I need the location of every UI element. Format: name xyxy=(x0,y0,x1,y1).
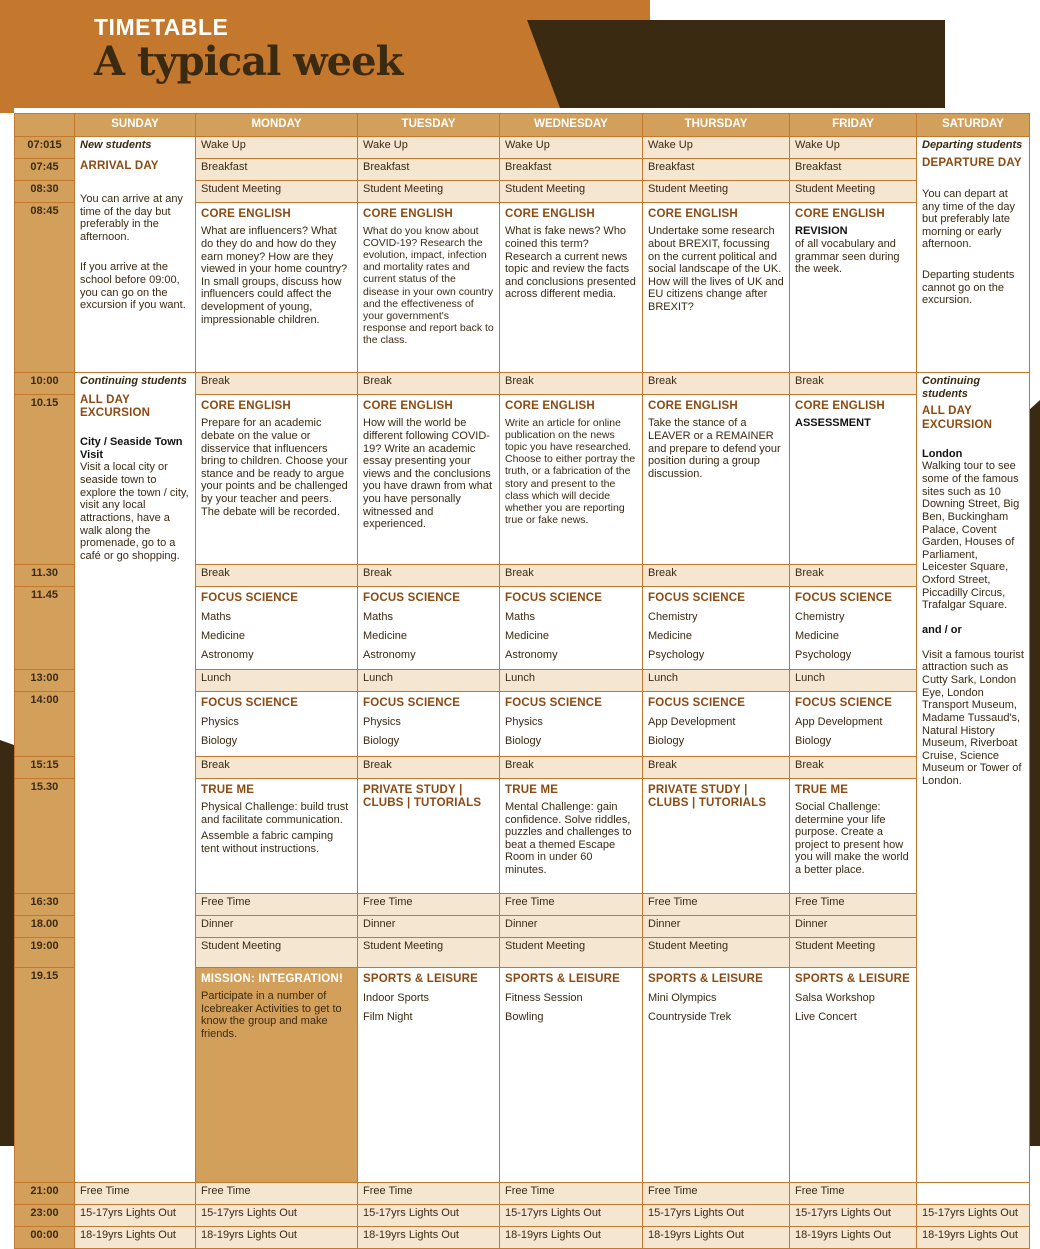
list-item: 15-17yrs Lights Out xyxy=(358,1205,500,1227)
lesson-heading: CORE ENGLISH xyxy=(505,208,595,220)
continuing-students-label: Continuing students xyxy=(922,375,981,400)
lesson-cell xyxy=(643,967,790,1182)
departure-text-1: You can depart at any time of the day but preferably late morning or early afternoon. xyxy=(922,187,1015,251)
list-item: 15-17yrs Lights Out xyxy=(917,1205,1030,1227)
assessment-label: ASSESSMENT xyxy=(795,417,871,430)
day-header: SUNDAY xyxy=(75,114,196,137)
lesson-heading: SPORTS & LEISURE xyxy=(648,972,764,985)
list-item: Dinner xyxy=(358,915,500,937)
time-cell: 15:15 xyxy=(15,756,75,778)
time-cell: 19:00 xyxy=(15,937,75,967)
list-item: Breakfast xyxy=(643,159,790,181)
arrival-text-2: If you arrive at the school before 09:00, you can go on the excursion if you want. xyxy=(80,261,186,312)
list-item: Wake Up xyxy=(358,137,500,159)
time-cell: 00:00 xyxy=(15,1227,75,1249)
time-cell: 07:015 xyxy=(15,137,75,159)
activity: Indoor Sports xyxy=(363,992,430,1005)
lesson-heading: FOCUS SCIENCE xyxy=(795,592,893,604)
time-cell: 21:00 xyxy=(15,1183,75,1205)
time-cell: 11.45 xyxy=(15,587,75,670)
lesson-cell xyxy=(643,203,790,373)
saturday-departure-cell xyxy=(917,137,1030,373)
lesson-text: How will the world be different following COVID-19? Write an academic essay presenting your views and the conclusions you have drawn from what you have personally witnessed and experienced. xyxy=(363,417,493,531)
list-item: Break xyxy=(196,373,358,395)
lesson-cell xyxy=(196,395,358,565)
subject: Astronomy xyxy=(201,648,254,661)
activity: Countryside Trek xyxy=(648,1010,732,1023)
list-item: Free Time xyxy=(643,893,790,915)
time-cell: 07:45 xyxy=(15,159,75,181)
lesson-text: Write an article for online publication on the news topic you have researched. Choose to either portray the truth, or a fabrication of the story and present to the class which will decide whether you are reporting true or fake news. xyxy=(505,417,636,526)
revision-label: REVISION xyxy=(795,225,848,238)
corner-cell xyxy=(15,114,75,137)
subject: Chemistry xyxy=(795,611,845,624)
lesson-cell xyxy=(196,778,358,893)
list-item: 18-19yrs Lights Out xyxy=(75,1227,196,1249)
subject: Biology xyxy=(201,735,238,747)
list-item: Wake Up xyxy=(196,137,358,159)
list-item: Free Time xyxy=(358,893,500,915)
lesson-heading: FOCUS SCIENCE xyxy=(201,697,299,710)
lesson-text: Mental Challenge: gain confidence. Solve riddles, puzzles and challenges to beat a themed Escape Room in under 60 minutes. xyxy=(505,800,632,877)
header-row xyxy=(15,114,1030,137)
list-item: Lunch xyxy=(196,670,358,692)
lesson-text: What are influencers? What do they do and how do they earn money? How are they viewed in your home country? In small groups, discuss how influencers could affect the development of young, impressionable children. xyxy=(201,225,348,326)
day-header: TUESDAY xyxy=(358,114,500,137)
list-item: Break xyxy=(643,756,790,778)
subject: Maths xyxy=(363,611,393,624)
excursion-heading: ALL DAY EXCURSION xyxy=(922,405,993,431)
lesson-cell xyxy=(643,692,790,757)
list-item: 15-17yrs Lights Out xyxy=(643,1205,790,1227)
lesson-text: Undertake some research about BREXIT, focussing on the current political and social landscape of the UK. How will the lives of UK and EU citizens change after BREXIT? xyxy=(648,225,784,314)
subject: Medicine xyxy=(505,629,550,642)
time-cell: 10.15 xyxy=(15,395,75,565)
subject: Medicine xyxy=(363,629,408,642)
list-item: Breakfast xyxy=(196,159,358,181)
list-item: Breakfast xyxy=(790,159,917,181)
lesson-heading: CORE ENGLISH xyxy=(201,400,291,412)
subject: Psychology xyxy=(795,648,852,661)
lesson-text: Assemble a fabric camping tent without instructions. xyxy=(201,830,334,855)
list-item: Breakfast xyxy=(500,159,643,181)
lesson-heading: SPORTS & LEISURE xyxy=(505,972,621,985)
lesson-cell xyxy=(196,587,358,670)
list-item: Break xyxy=(790,756,917,778)
london-text: Walking tour to see some of the famous sites such as 10 Downing Street, Big Ben, Buckingham Palace, Covent Garden, Houses of Parliament, Leicester Square, Oxford Street, Piccadilly Circus, Trafalgar Square. xyxy=(922,460,1020,612)
time-cell: 11.30 xyxy=(15,565,75,587)
subject: App Development xyxy=(795,716,883,729)
activity: Salsa Workshop xyxy=(795,992,875,1005)
departing-students-label: Departing students xyxy=(922,139,1023,151)
lesson-cell xyxy=(358,778,500,893)
departure-text-2: Departing students cannot go on the excursion. xyxy=(922,269,1015,307)
visit-text: Visit a local city or seaside town to explore the town / city, visit any local attractions, have a walk along the promenade, go to a café or go shopping. xyxy=(80,461,189,562)
table-row xyxy=(15,1227,1030,1249)
list-item: Break xyxy=(643,565,790,587)
list-item: Lunch xyxy=(790,670,917,692)
time-cell: 18.00 xyxy=(15,915,75,937)
lesson-cell xyxy=(358,967,500,1182)
subject: Biology xyxy=(648,735,685,747)
lesson-heading: CORE ENGLISH xyxy=(201,208,291,220)
list-item: 18-19yrs Lights Out xyxy=(500,1227,643,1249)
activity: Mini Olympics xyxy=(648,992,717,1005)
list-item: Breakfast xyxy=(358,159,500,181)
lesson-text: Social Challenge: determine your life purpose. Create a project to present how you will make the world a better place. xyxy=(795,800,909,877)
table-row xyxy=(15,137,1030,159)
list-item: Free Time xyxy=(196,893,358,915)
time-cell: 19.15 xyxy=(15,967,75,1182)
table-row xyxy=(15,1183,1030,1205)
activity: Bowling xyxy=(505,1010,544,1023)
time-cell: 08:30 xyxy=(15,181,75,203)
subject: Biology xyxy=(795,735,832,747)
list-item: Free Time xyxy=(643,1183,790,1205)
lesson-cell xyxy=(358,395,500,565)
and-or-label: and / or xyxy=(922,624,962,637)
subject: App Development xyxy=(648,716,736,729)
lesson-cell xyxy=(790,778,917,893)
list-item: Break xyxy=(790,373,917,395)
lesson-cell xyxy=(790,967,917,1182)
list-item: Break xyxy=(500,373,643,395)
lesson-text: Take the stance of a LEAVER or a REMAINER and prepare to defend your position during a group discussion. xyxy=(648,417,781,480)
lesson-cell xyxy=(196,692,358,757)
subject: Biology xyxy=(363,735,400,747)
lesson-cell xyxy=(358,692,500,757)
lesson-heading: CORE ENGLISH xyxy=(795,400,885,412)
lesson-cell xyxy=(500,587,643,670)
lesson-cell xyxy=(500,967,643,1182)
list-item: 15-17yrs Lights Out xyxy=(500,1205,643,1227)
subject: Maths xyxy=(505,611,535,624)
arrival-day-heading: ARRIVAL DAY xyxy=(80,159,159,172)
list-item: Dinner xyxy=(500,915,643,937)
list-item: Wake Up xyxy=(500,137,643,159)
attraction-text: Visit a famous tourist attraction such as Cutty Sark, London Eye, London Transport Museum, Madame Tussaud's, Natural History Museum, Riverboat Cruise, Science Museum or Tower of London. xyxy=(922,648,1024,788)
list-item: Break xyxy=(643,373,790,395)
lesson-cell xyxy=(196,203,358,373)
subject: Medicine xyxy=(648,629,693,642)
lesson-heading: FOCUS SCIENCE xyxy=(201,592,299,604)
arrival-text-1: You can arrive at any time of the day but preferably in the afternoon. xyxy=(80,192,183,243)
lesson-text: Prepare for an academic debate on the value or disservice that influencers bring to children. Choose your stance and be ready to argue your points and be challenged by your teacher and peers. The debate will be recorded. xyxy=(201,417,348,518)
time-cell: 08:45 xyxy=(15,203,75,373)
list-item: Student Meeting xyxy=(643,181,790,203)
lesson-heading: TRUE ME xyxy=(505,783,559,796)
saturday-excursion-cell xyxy=(917,373,1030,1183)
list-item: Student Meeting xyxy=(790,937,917,967)
list-item: Student Meeting xyxy=(358,937,500,967)
subject: Astronomy xyxy=(505,648,558,661)
subject: Physics xyxy=(505,716,543,729)
sunday-excursion-cell xyxy=(75,373,196,1183)
list-item: 15-17yrs Lights Out xyxy=(75,1205,196,1227)
lesson-heading: FOCUS SCIENCE xyxy=(363,697,461,710)
excursion-heading: ALL DAY EXCURSION xyxy=(80,393,151,419)
lesson-text: of all vocabulary and grammar seen during the week. xyxy=(795,237,900,276)
lesson-cell xyxy=(358,587,500,670)
lesson-text: Physical Challenge: build trust and facilitate communication. xyxy=(201,800,349,826)
subject: Physics xyxy=(363,716,401,729)
list-item: Break xyxy=(500,565,643,587)
lesson-heading: CORE ENGLISH xyxy=(505,400,595,412)
list-item: Lunch xyxy=(643,670,790,692)
mission-heading: MISSION: INTEGRATION! xyxy=(201,972,343,985)
lesson-cell xyxy=(500,692,643,757)
lesson-cell xyxy=(500,778,643,893)
lesson-text: What is fake news? Who coined this term? Research a current news topic and review the facts and conclusions presented across different media. xyxy=(505,225,636,301)
lesson-heading: FOCUS SCIENCE xyxy=(505,697,603,710)
list-item: Dinner xyxy=(643,915,790,937)
lesson-heading: FOCUS SCIENCE xyxy=(795,697,893,710)
lesson-heading: CORE ENGLISH xyxy=(363,208,453,220)
lesson-text: What do you know about COVID-19? Research the evolution, impact, infection and mortality rates and current status of the disease in your own country and the effectiveness of your government's response and report back to the class. xyxy=(363,225,494,346)
lesson-heading: FOCUS SCIENCE xyxy=(648,697,746,710)
list-item: Lunch xyxy=(358,670,500,692)
visit-title: City / Seaside Town Visit xyxy=(80,436,183,461)
lesson-heading: CORE ENGLISH xyxy=(363,400,453,412)
subject: Maths xyxy=(201,611,231,624)
list-item: Free Time xyxy=(196,1183,358,1205)
list-item: Break xyxy=(358,373,500,395)
time-cell: 13:00 xyxy=(15,670,75,692)
list-item: Break xyxy=(790,565,917,587)
list-item: Student Meeting xyxy=(500,937,643,967)
time-cell: 23:00 xyxy=(15,1205,75,1227)
lesson-cell xyxy=(643,395,790,565)
lesson-heading: SPORTS & LEISURE xyxy=(363,972,479,985)
table-row xyxy=(15,373,1030,395)
list-item: Student Meeting xyxy=(643,937,790,967)
list-item: Dinner xyxy=(196,915,358,937)
list-item: Student Meeting xyxy=(500,181,643,203)
sunday-arrival-cell xyxy=(75,137,196,373)
time-cell: 16:30 xyxy=(15,893,75,915)
list-item: Lunch xyxy=(500,670,643,692)
day-header: SATURDAY xyxy=(917,114,1030,137)
subject: Medicine xyxy=(201,629,246,642)
subject: Chemistry xyxy=(648,611,698,624)
subject: Medicine xyxy=(795,629,840,642)
list-item: Wake Up xyxy=(790,137,917,159)
lesson-heading: CORE ENGLISH xyxy=(648,400,738,412)
list-item: Wake Up xyxy=(643,137,790,159)
lesson-cell xyxy=(790,692,917,757)
day-header: FRIDAY xyxy=(790,114,917,137)
list-item: 18-19yrs Lights Out xyxy=(196,1227,358,1249)
table-row xyxy=(15,1205,1030,1227)
continuing-students-label: Continuing students xyxy=(80,375,187,387)
activity: Live Concert xyxy=(795,1010,857,1023)
lesson-cell xyxy=(358,203,500,373)
list-item: Free Time xyxy=(358,1183,500,1205)
lesson-cell xyxy=(790,203,917,373)
lesson-heading: CORE ENGLISH xyxy=(648,208,738,220)
list-item: Free Time xyxy=(790,893,917,915)
lesson-heading: TRUE ME xyxy=(201,783,255,796)
list-item: Free Time xyxy=(790,1183,917,1205)
list-item: Student Meeting xyxy=(358,181,500,203)
time-cell: 10:00 xyxy=(15,373,75,395)
list-item: Break xyxy=(358,565,500,587)
subject: Psychology xyxy=(648,648,705,661)
lesson-cell xyxy=(643,778,790,893)
list-item: Student Meeting xyxy=(196,937,358,967)
day-header: WEDNESDAY xyxy=(500,114,643,137)
lesson-heading: TRUE ME xyxy=(795,783,849,796)
lesson-cell xyxy=(500,203,643,373)
lesson-cell xyxy=(790,395,917,565)
lesson-cell xyxy=(790,587,917,670)
lesson-heading: SPORTS & LEISURE xyxy=(795,972,911,985)
list-item: Free Time xyxy=(500,893,643,915)
time-cell: 15.30 xyxy=(15,778,75,893)
page-title: A typical week xyxy=(94,38,403,85)
subject: Biology xyxy=(505,735,542,747)
list-item: 18-19yrs Lights Out xyxy=(358,1227,500,1249)
activity: Film Night xyxy=(363,1010,413,1023)
lesson-heading: FOCUS SCIENCE xyxy=(648,592,746,604)
mission-cell xyxy=(196,967,358,1182)
list-item: Free Time xyxy=(500,1183,643,1205)
page-eyebrow: TIMETABLE xyxy=(94,14,229,40)
subject: Physics xyxy=(201,716,239,729)
list-item: Break xyxy=(500,756,643,778)
list-item: 15-17yrs Lights Out xyxy=(790,1205,917,1227)
list-item: 15-17yrs Lights Out xyxy=(196,1205,358,1227)
list-item: Dinner xyxy=(790,915,917,937)
day-header: MONDAY xyxy=(196,114,358,137)
lesson-heading: FOCUS SCIENCE xyxy=(505,592,603,604)
mission-text: Participate in a number of Icebreaker Activities to get to know the group and make friends. xyxy=(201,990,342,1041)
lesson-cell xyxy=(500,395,643,565)
lesson-heading: CORE ENGLISH xyxy=(795,208,885,220)
list-item: Break xyxy=(358,756,500,778)
list-item: 18-19yrs Lights Out xyxy=(917,1227,1030,1249)
departure-day-heading: DEPARTURE DAY xyxy=(922,156,1022,169)
subject: Astronomy xyxy=(363,648,416,661)
list-item: Student Meeting xyxy=(196,181,358,203)
lesson-heading: PRIVATE STUDY | CLUBS | TUTORIALS xyxy=(363,783,482,809)
new-students-label: New students xyxy=(80,139,152,151)
list-item: 18-19yrs Lights Out xyxy=(790,1227,917,1249)
list-item: Break xyxy=(196,756,358,778)
list-item: Student Meeting xyxy=(790,181,917,203)
list-item: 18-19yrs Lights Out xyxy=(643,1227,790,1249)
timetable xyxy=(14,113,1030,1249)
lesson-heading: PRIVATE STUDY | CLUBS | TUTORIALS xyxy=(648,783,767,809)
london-title: London xyxy=(922,447,963,460)
list-item: Break xyxy=(196,565,358,587)
activity: Fitness Session xyxy=(505,992,583,1005)
day-header: THURSDAY xyxy=(643,114,790,137)
lesson-cell xyxy=(643,587,790,670)
time-cell: 14:00 xyxy=(15,692,75,757)
lesson-heading: FOCUS SCIENCE xyxy=(363,592,461,604)
list-item: Free Time xyxy=(75,1183,196,1205)
